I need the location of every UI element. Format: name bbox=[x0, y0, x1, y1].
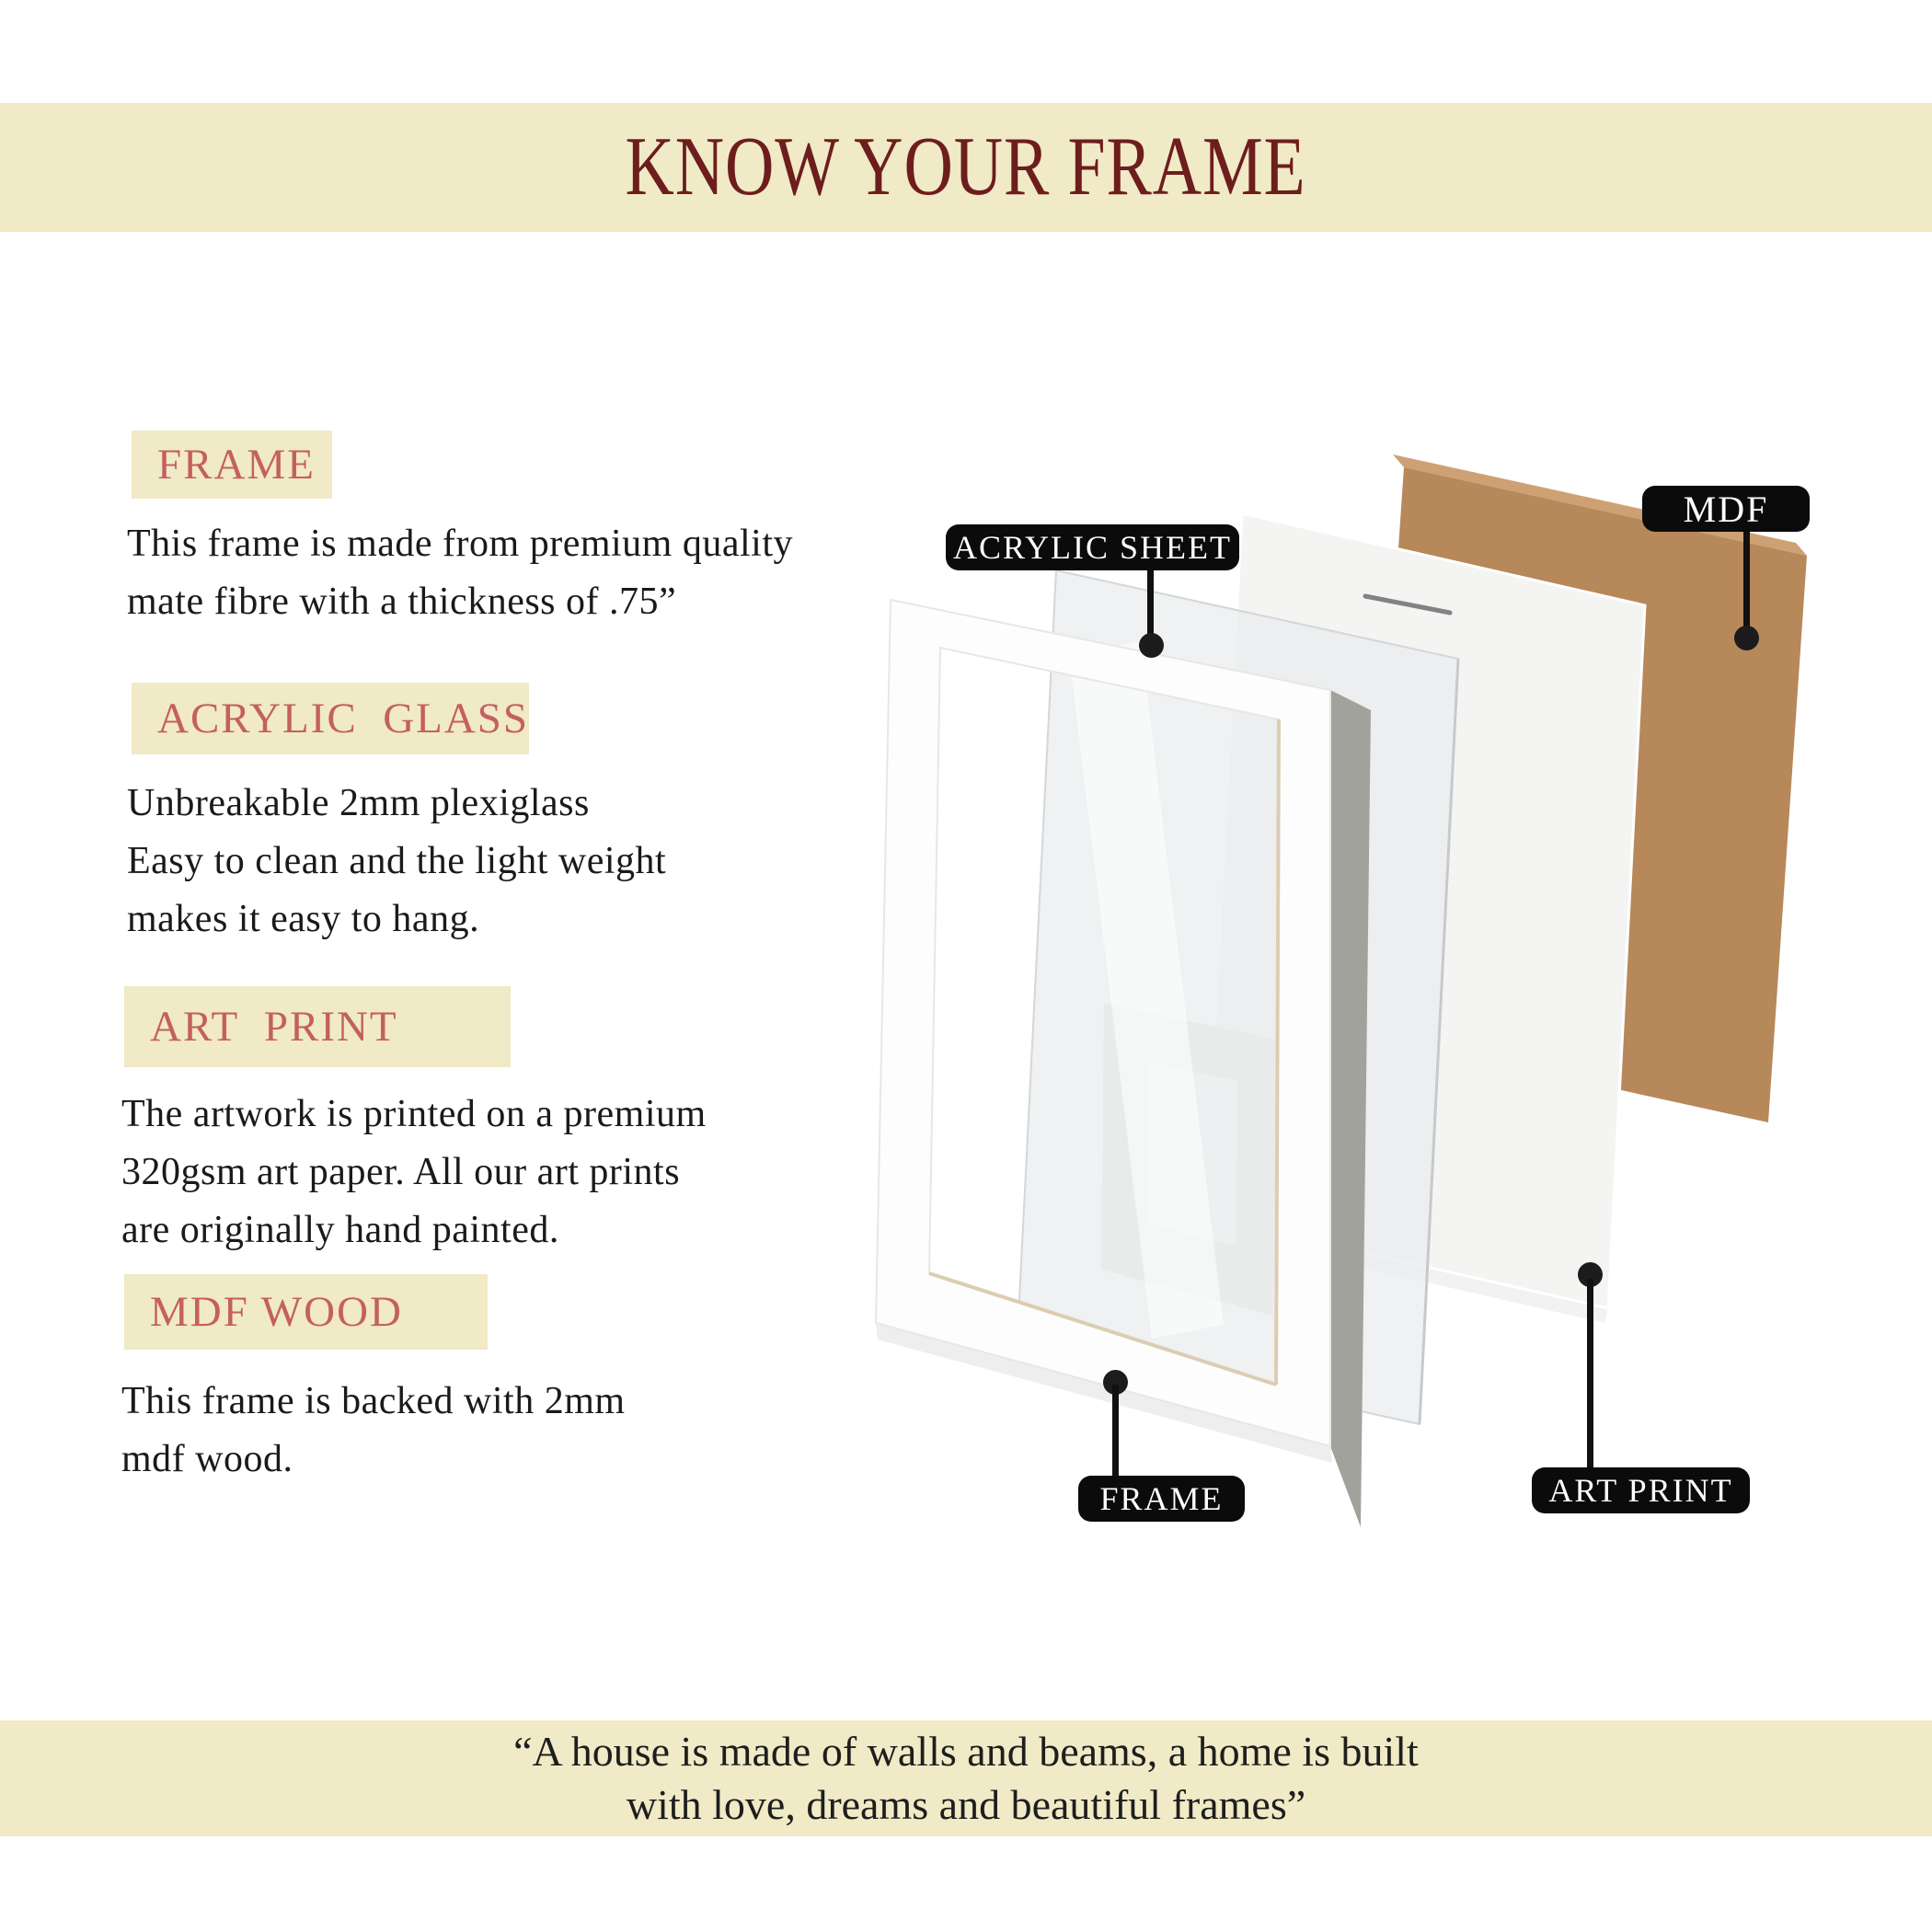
quote-line: with love, dreams and beautiful frames” bbox=[626, 1781, 1306, 1828]
text-line: makes it easy to hang. bbox=[127, 898, 480, 940]
connector-dot bbox=[1734, 626, 1759, 650]
diagram-label-frame bbox=[1078, 1476, 1245, 1522]
diagram-label-text: MDF bbox=[1683, 488, 1769, 530]
text-line: mate fibre with a thickness of .75” bbox=[127, 581, 677, 623]
diagram-label-acrylic-sheet bbox=[946, 524, 1239, 570]
text-line: This frame is made from premium quality bbox=[127, 523, 793, 565]
connector-stem bbox=[1112, 1385, 1119, 1477]
diagram-label-mdf bbox=[1642, 486, 1810, 532]
connector-stem bbox=[1587, 1279, 1593, 1467]
text-line: The artwork is printed on a premium bbox=[121, 1093, 707, 1135]
diagram-label-text: ART PRINT bbox=[1548, 1472, 1733, 1509]
diagram-label-text: ACRYLIC SHEET bbox=[952, 529, 1232, 566]
connector-dot bbox=[1139, 633, 1164, 658]
mdf-hanger-notch bbox=[1771, 1073, 1787, 1087]
section-heading-acrylic-glass-label: ACRYLIC GLASS bbox=[157, 695, 530, 742]
diagram-label-text: FRAME bbox=[1099, 1480, 1224, 1517]
text-line: 320gsm art paper. All our art prints bbox=[121, 1151, 681, 1193]
diagram-label-art-print bbox=[1532, 1467, 1750, 1513]
section-heading-mdf-wood-label: MDF WOOD bbox=[150, 1288, 403, 1336]
text-line: mdf wood. bbox=[121, 1438, 293, 1480]
text-line: Unbreakable 2mm plexiglass bbox=[127, 782, 590, 824]
quote-band bbox=[0, 1720, 1932, 1836]
page-title: KNOW YOUR FRAME bbox=[625, 121, 1307, 213]
text-line: are originally hand painted. bbox=[121, 1209, 559, 1251]
quote-line: “A house is made of walls and beams, a home is built bbox=[513, 1728, 1419, 1775]
text-line: Easy to clean and the light weight bbox=[127, 840, 667, 882]
section-heading-frame-label: FRAME bbox=[157, 441, 316, 489]
text-line: This frame is backed with 2mm bbox=[121, 1380, 626, 1422]
section-heading-art-print-label: ART PRINT bbox=[150, 1003, 398, 1051]
connector-stem bbox=[1743, 530, 1750, 631]
